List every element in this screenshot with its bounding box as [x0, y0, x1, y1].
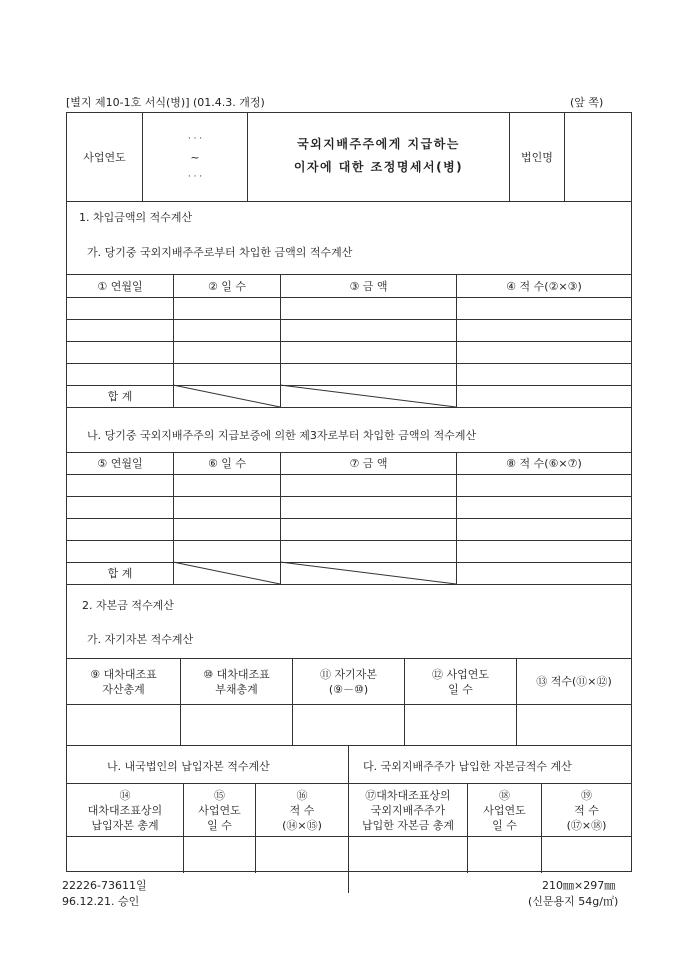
table-c-col-total-assets: ⑨ 대차대조표 자산총계 [90, 667, 157, 696]
table-d-col-business-days: ⑮ 사업연도 일 수 [198, 788, 241, 832]
table-c-col-business-days: ⑫ 사업연도 일 수 [431, 667, 489, 696]
table-a-col-date: ① 연월일 [97, 279, 143, 293]
table-b-total-label: 합 계 [107, 567, 133, 580]
table-b-total-diagonal [173, 562, 456, 584]
business-year-end-date[interactable]: · · · [187, 171, 203, 182]
form-number: [별지 제10-1호 서식(병)] (01.4.3. 개정) [66, 96, 265, 109]
table-b-col-days: ⑥ 일 수 [207, 457, 247, 470]
form-title-line2: 이자에 대한 조정명세서(병) [293, 160, 464, 174]
table-a-col-days: ② 일 수 [207, 279, 247, 293]
section2-subsection-c-title: 다. 국외지배주주가 납입한 자본금적수 계산 [363, 760, 572, 773]
page-side-label: (앞 쪽) [570, 96, 604, 109]
business-year-start-date[interactable]: · · · [187, 133, 203, 144]
date-range-tilde: ~ [190, 150, 200, 164]
table-e-col-foreign-capital: ⑰대차대조표상의 국외지배주주가 납입한 자본금 총계 [361, 788, 454, 832]
corp-name-label: 법인명 [521, 150, 553, 164]
form-title-line1: 국외지배주주에게 지급하는 [297, 137, 460, 151]
table-a-col-amount: ③ 금 액 [349, 279, 388, 293]
form-code: 22226-73611일 [62, 879, 147, 892]
table-e-col-business-days: ⑱ 사업연도 일 수 [483, 788, 526, 832]
business-year-label: 사업연도 [83, 150, 126, 164]
section2-subsection-b-title: 나. 내국법인의 납입자본 적수계산 [107, 760, 270, 773]
table-a-total-diagonal [173, 385, 456, 407]
paper-type: (신문용지 54g/㎡) [528, 895, 619, 908]
section1-subsection-a-title: 가. 당기중 국외지배주주로부터 차입한 금액의 적수계산 [87, 246, 353, 259]
table-d-col-product: ⑯ 적 수 (⑭×⑮) [282, 788, 322, 832]
approval-date: 96.12.21. 승인 [62, 895, 140, 908]
section2-subsection-a-title: 가. 자기자본 적수계산 [87, 633, 194, 646]
section2-heading: 2. 자본금 적수계산 [82, 599, 174, 612]
table-a-total-label: 합 계 [107, 390, 133, 403]
section1-subsection-b-title: 나. 당기중 국외지배주주의 지급보증에 의한 제3자로부터 차입한 금액의 적수계산 [87, 429, 477, 442]
table-b-col-product: ⑧ 적 수(⑥×⑦) [506, 457, 582, 470]
table-c-col-total-liabilities: ⑩ 대차대조표 부채총계 [203, 667, 270, 696]
table-d-col-paid-in-capital: ⑭ 대차대조표상의 납입자본 총계 [87, 788, 163, 832]
corp-name-input[interactable] [565, 113, 631, 201]
table-c-col-product: ⑬ 적수(⑪×⑫) [536, 675, 612, 688]
paper-size: 210㎜×297㎜ [542, 879, 616, 892]
adjustment-statement-form [66, 112, 632, 872]
table-b-col-date: ⑤ 연월일 [97, 457, 143, 470]
table-b-col-amount: ⑦ 금 액 [349, 457, 388, 470]
section1-heading: 1. 차입금액의 적수계산 [79, 211, 193, 224]
table-e-col-product: ⑲ 적 수 (⑰×⑱) [566, 788, 607, 832]
table-a-col-product: ④ 적 수(②×③) [506, 279, 582, 293]
table-c-col-equity: ⑪ 자기자본 (⑨－⑩) [319, 667, 377, 696]
